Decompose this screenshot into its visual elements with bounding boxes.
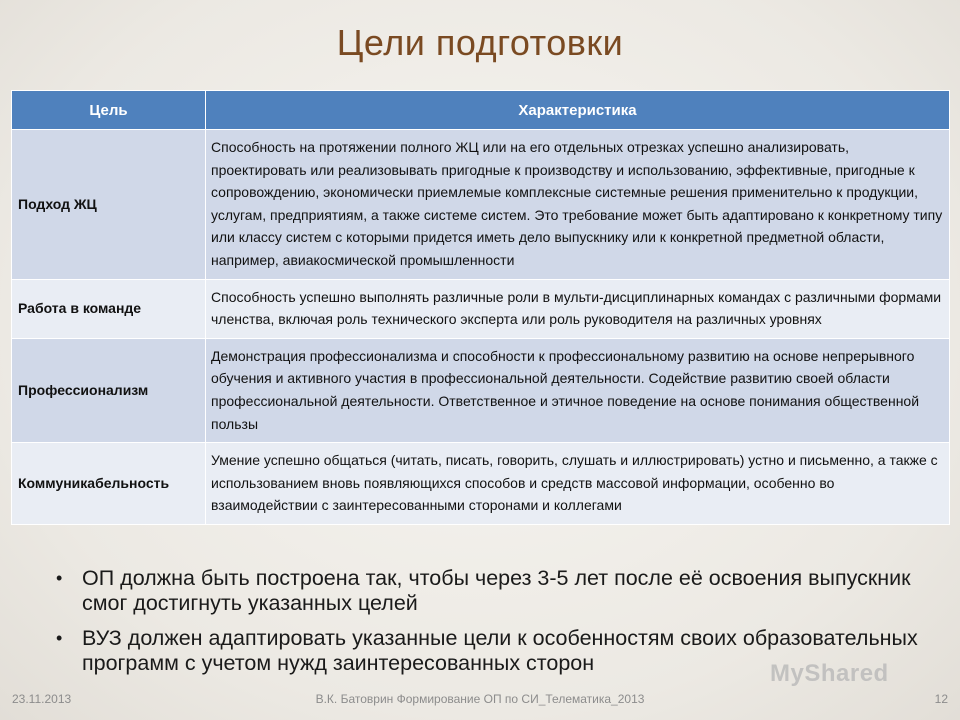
footer-page-number: 12 [934,692,948,706]
bullet-dot-icon: • [56,568,63,588]
table-row [12,443,950,525]
bullet-item [56,566,936,616]
description-cell: Умение успешно общаться (читать, писать, говорить, слушать и иллюстрировать) устно и письменно, а также с использованием вновь появляющихся способов и средств массовой информации, особенно во взаимодействии с заинтересованными сторонами и коллегами [206,443,950,525]
table-row [12,338,950,442]
goals-table [11,90,950,525]
table-header-row [12,91,950,130]
description-cell: Демонстрация профессионализма и способности к профессиональному развитию на основе непрерывного обучения и активного участия в профессиональной деятельности. Содействие развитию своей области профессиональной деятельности. Ответственное и этичное поведение на основе понимания общественной пользы [206,338,950,442]
column-header-characteristic: Характеристика [206,91,950,130]
goal-cell: Работа в команде [12,279,206,338]
goal-cell: Профессионализм [12,338,206,442]
goal-cell: Подход ЖЦ [12,130,206,280]
watermark-logo: MyShared [770,660,889,687]
bullet-text: ВУЗ должен адаптировать указанные цели к особенностям своих образовательных программ с учетом нужд заинтересованных сторон [82,626,918,675]
table-row [12,130,950,280]
footer-caption: В.К. Батоврин Формирование ОП по СИ_Телематика_2013 [315,692,645,706]
footer-date: 23.11.2013 [12,692,72,706]
bullet-dot-icon: • [56,628,63,648]
slide-title: Цели подготовки [336,22,624,63]
column-header-goal: Цель [12,91,206,130]
goal-cell: Коммуникабельность [12,443,206,525]
table-row [12,279,950,338]
bullet-text: ОП должна быть построена так, чтобы через 3-5 лет после её освоения выпускник смог достигнуть указанных целей [82,566,911,615]
description-cell: Способность на протяжении полного ЖЦ или на его отдельных отрезках успешно анализировать, проектировать или реализовывать пригодные к производству и использованию, эффективные, пригодные к сопровождению, экономически приемлемые комплексные системные решения применительно к продукции, услугам, предприятиям, а также системе систем. Это требование может быть адаптировано к конкретному типу или классу систем с которыми придется иметь дело выпускнику или к конкретной предметной области, например, авиакосмической промышленности [206,130,950,280]
description-cell: Способность успешно выполнять различные роли в мульти-дисциплинарных командах с различными формами членства, включая роль технического эксперта или роль руководителя на различных уровнях [206,279,950,338]
